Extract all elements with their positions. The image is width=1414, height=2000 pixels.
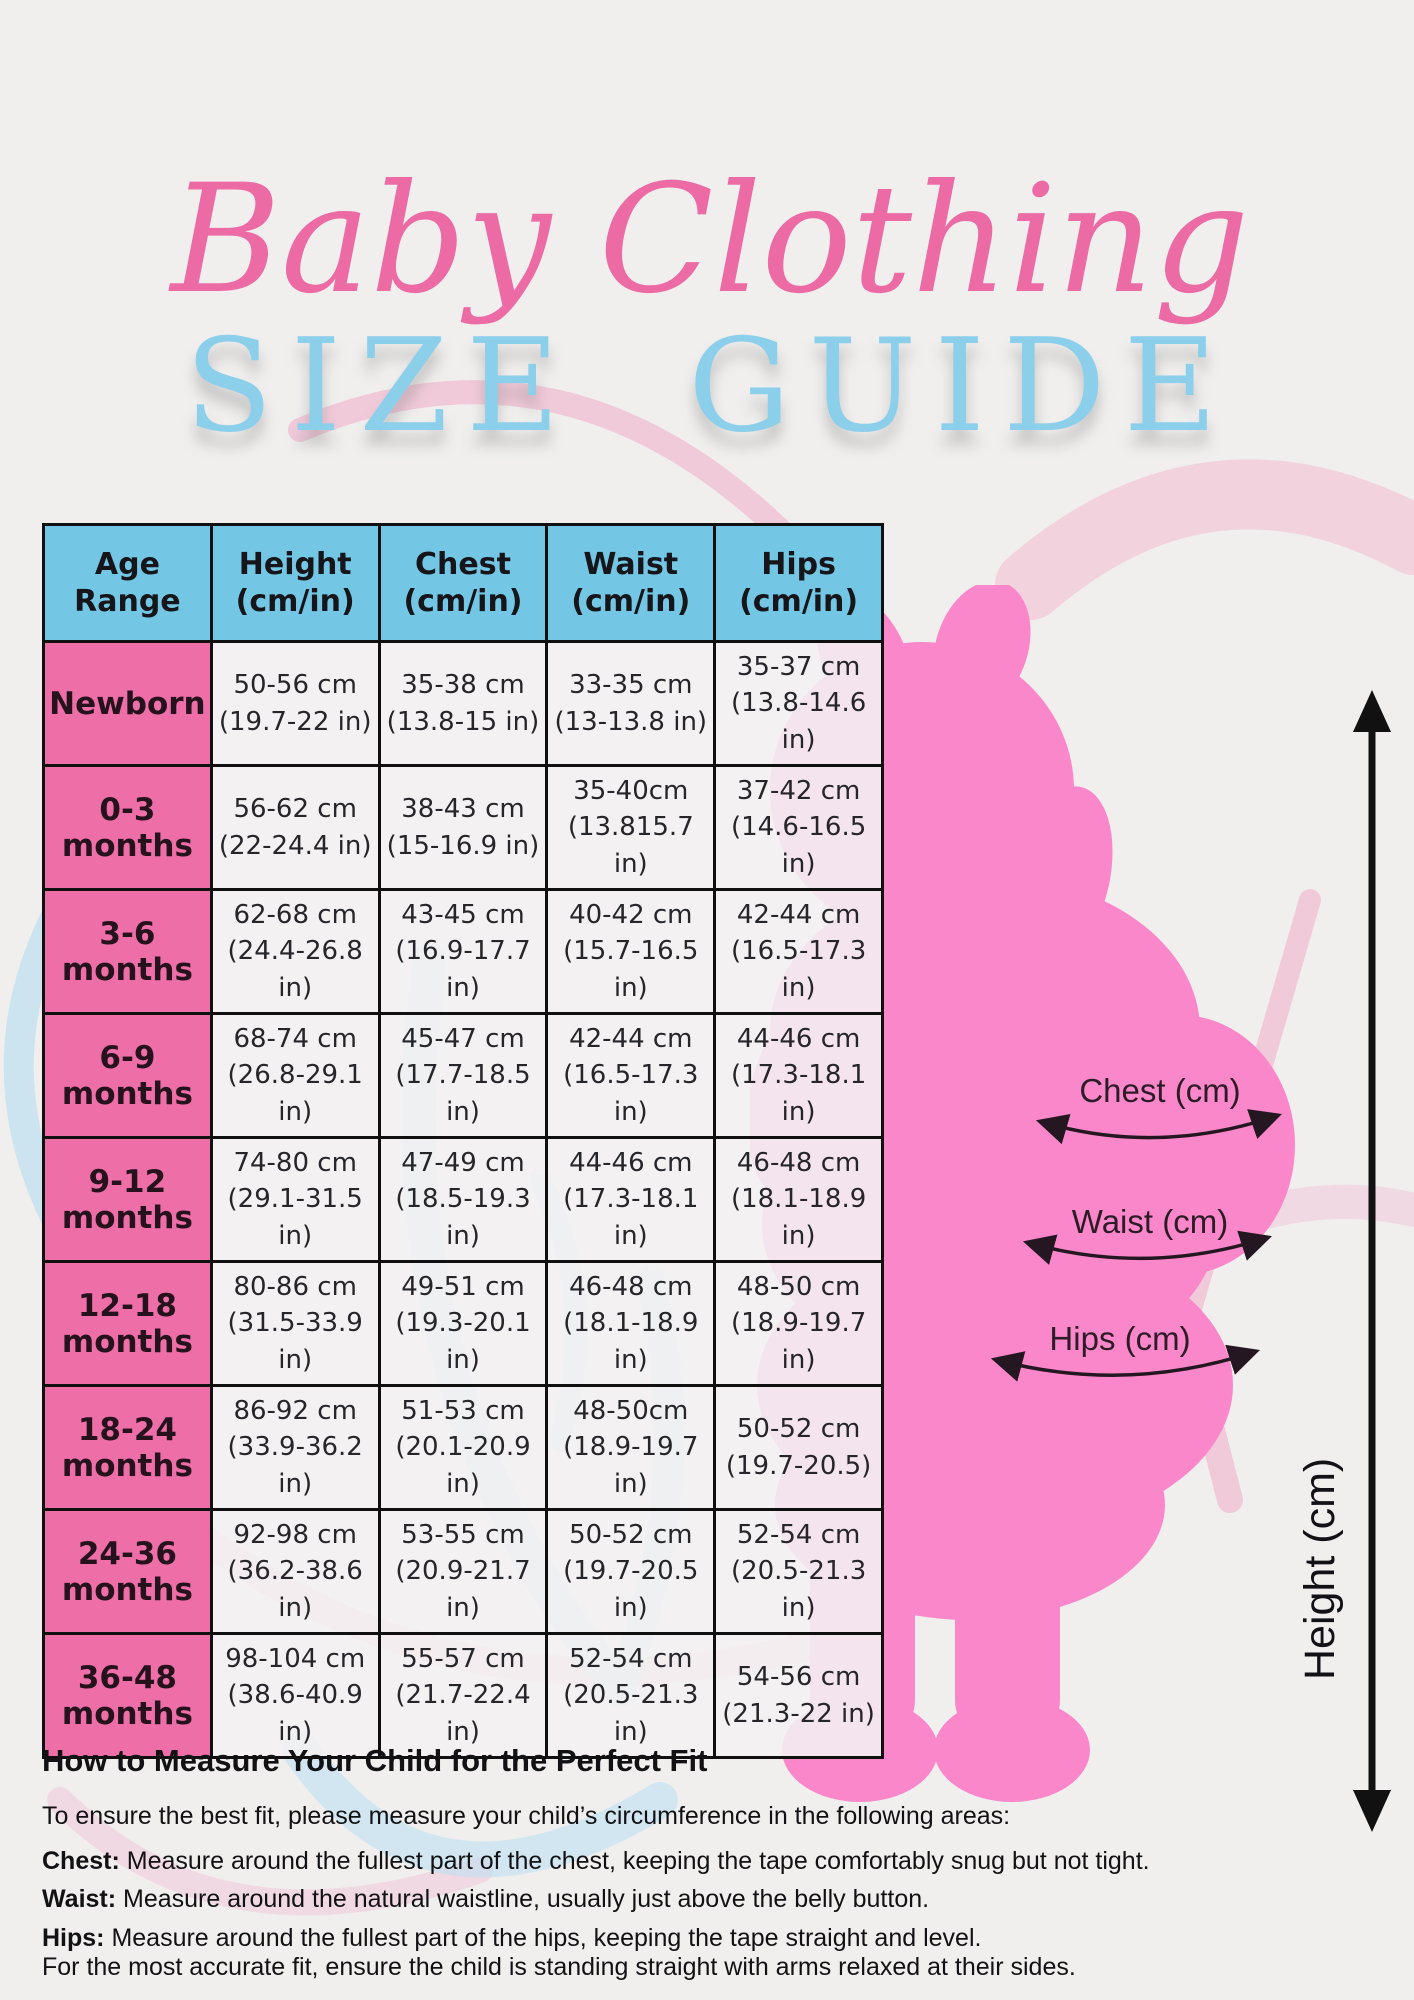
measurement-cell: 54-56 cm (21.3-22 in) [715,1634,883,1758]
measurement-cell: 35-37 cm (13.8-14.6 in) [715,642,883,766]
measurement-cell: 40-42 cm (15.7-16.5 in) [547,890,715,1014]
measurement-cell: 35-40cm (13.815.7 in) [547,766,715,890]
measurement-cell: 35-38 cm (13.8-15 in) [379,642,547,766]
measurement-cell: 62-68 cm (24.4-26.8 in) [211,890,379,1014]
measurement-cell: 48-50 cm (18.9-19.7 in) [715,1262,883,1386]
table-row [44,1138,883,1262]
measurement-cell: 45-47 cm (17.7-18.5 in) [379,1014,547,1138]
column-header: Hips (cm/in) [715,525,883,642]
table-header-row [44,525,883,642]
measurement-cell: 48-50cm (18.9-19.7 in) [547,1386,715,1510]
measurement-cell: 53-55 cm (20.9-21.7 in) [379,1510,547,1634]
age-range-cell: 6-9 months [44,1014,212,1138]
measure-item: Hips: Measure around the fullest part of the hips, keeping the tape straight and level. [42,1923,982,1952]
measurement-cell: 68-74 cm (26.8-29.1 in) [211,1014,379,1138]
measurement-cell: 42-44 cm (16.5-17.3 in) [547,1014,715,1138]
measure-item: Chest: Measure around the fullest part of the chest, keeping the tape comfortably snug but not tight. [42,1847,1150,1875]
age-range-cell: 0-3 months [44,766,212,890]
age-range-cell: 36-48 months [44,1634,212,1758]
waist-label: Waist (cm) [1071,1203,1229,1240]
measurement-cell: 51-53 cm (20.1-20.9 in) [379,1386,547,1510]
age-range-cell: 24-36 months [44,1510,212,1634]
measurement-cell: 98-104 cm (38.6-40.9 in) [211,1634,379,1758]
table-row [44,1634,883,1758]
howto-footer: For the most accurate fit, ensure the child is standing straight with arms relaxed at their sides. [42,1953,1076,1981]
age-range-cell: Newborn [44,642,212,766]
height-arrow [1338,688,1406,1834]
measurement-cell: 37-42 cm (14.6-16.5 in) [715,766,883,890]
howto-intro: To ensure the best fit, please measure your child’s circumference in the following areas: [42,1802,1011,1830]
column-header: Height (cm/in) [211,525,379,642]
measurement-cell: 47-49 cm (18.5-19.3 in) [379,1138,547,1262]
measurement-cell: 46-48 cm (18.1-18.9 in) [547,1262,715,1386]
age-range-cell: 12-18 months [44,1262,212,1386]
column-header: Chest (cm/in) [379,525,547,642]
age-range-cell: 18-24 months [44,1386,212,1510]
table-row [44,1014,883,1138]
table-row [44,1386,883,1510]
age-range-cell: 3-6 months [44,890,212,1014]
table-row [44,1262,883,1386]
hips-label: Hips (cm) [1049,1320,1191,1357]
measurement-cell: 38-43 cm (15-16.9 in) [379,766,547,890]
measurement-cell: 33-35 cm (13-13.8 in) [547,642,715,766]
measurement-cell: 49-51 cm (19.3-20.1 in) [379,1262,547,1386]
table-row [44,1510,883,1634]
measurement-cell: 55-57 cm (21.7-22.4 in) [379,1634,547,1758]
measurement-cell: 44-46 cm (17.3-18.1 in) [547,1138,715,1262]
column-header: Waist (cm/in) [547,525,715,642]
chest-label: Chest (cm) [1079,1072,1241,1109]
age-range-cell: 9-12 months [44,1138,212,1262]
measurement-cell: 56-62 cm (22-24.4 in) [211,766,379,890]
title-baby-clothing: Baby Clothing [170,153,1250,327]
measurement-cell: 52-54 cm (20.5-21.3 in) [547,1634,715,1758]
size-table [42,523,884,1759]
measurement-cell: 50-52 cm (19.7-20.5) [715,1386,883,1510]
measurement-cell: 44-46 cm (17.3-18.1 in) [715,1014,883,1138]
height-label: Height (cm) [1296,1457,1344,1680]
waist-arrow [1029,1238,1266,1258]
measurement-cell: 50-56 cm (19.7-22 in) [211,642,379,766]
measurement-cell: 80-86 cm (31.5-33.9 in) [211,1262,379,1386]
measurement-cell: 50-52 cm (19.7-20.5 in) [547,1510,715,1634]
measure-items [42,1846,1150,1961]
measurement-cell: 86-92 cm (33.9-36.2 in) [211,1386,379,1510]
title-size-guide: SIZE GUIDE [184,312,1236,461]
measurement-cell: 52-54 cm (20.5-21.3 in) [715,1510,883,1634]
table-row [44,766,883,890]
table-row [44,642,883,766]
measurement-cell: 42-44 cm (16.5-17.3 in) [715,890,883,1014]
measurement-cell: 74-80 cm (29.1-31.5 in) [211,1138,379,1262]
column-header: Age Range [44,525,212,642]
chest-arrow [1042,1116,1276,1138]
measurement-cell: 46-48 cm (18.1-18.9 in) [715,1138,883,1262]
table-row [44,890,883,1014]
table-body [44,642,883,1758]
howto-heading: How to Measure Your Child for the Perfect Fit [42,1743,708,1778]
measurement-cell: 43-45 cm (16.9-17.7 in) [379,890,547,1014]
measure-item: Waist: Measure around the natural waistline, usually just above the belly button. [42,1885,930,1914]
measurement-cell: 92-98 cm (36.2-38.6 in) [211,1510,379,1634]
